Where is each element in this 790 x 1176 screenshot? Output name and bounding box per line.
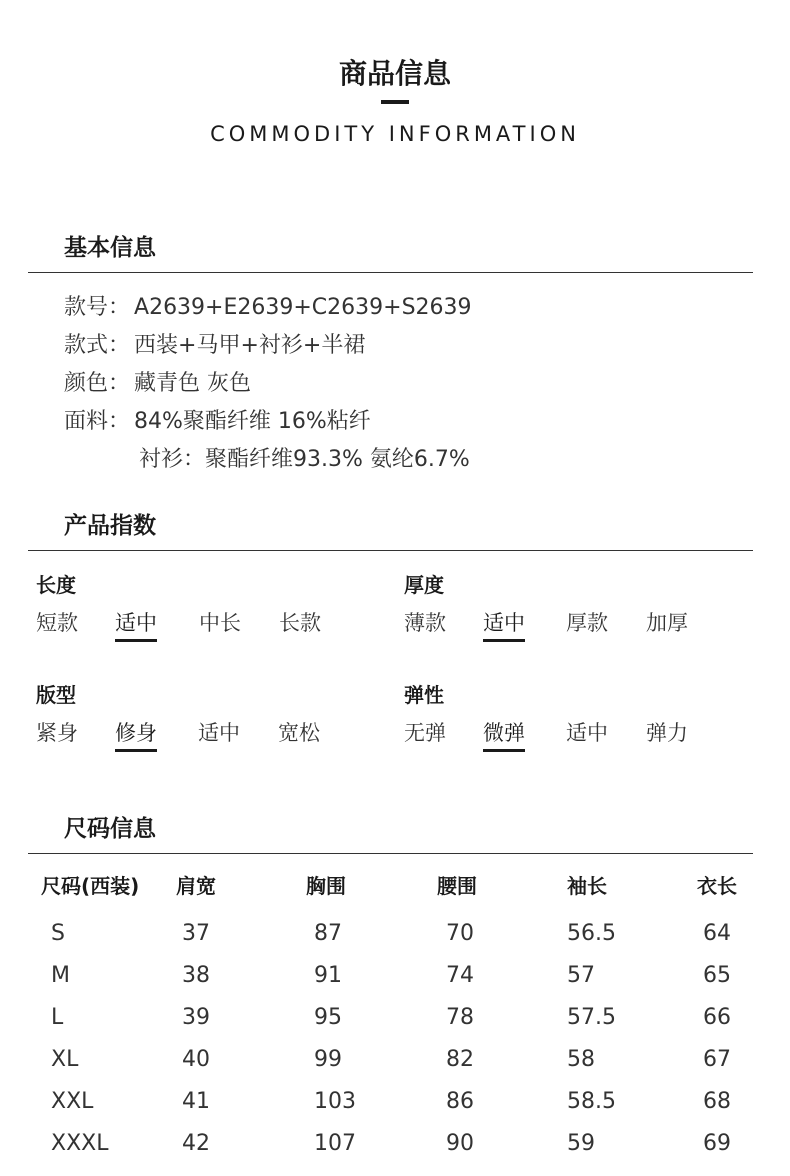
column-header-chest: 胸围	[306, 874, 346, 898]
section-divider	[28, 550, 753, 551]
index-group-title: 版型	[36, 683, 76, 707]
index-option: 厚款	[566, 611, 608, 635]
table-cell: S	[51, 921, 65, 946]
table-cell: 65	[703, 963, 731, 988]
index-group-elasticity	[404, 679, 764, 759]
table-cell: 82	[446, 1047, 474, 1072]
table-cell: 59	[567, 1131, 595, 1156]
table-cell: XL	[51, 1047, 79, 1072]
table-cell: 91	[314, 963, 342, 988]
index-option: 加厚	[646, 611, 688, 635]
index-option: 薄款	[404, 611, 446, 635]
table-cell: 90	[446, 1131, 474, 1156]
table-cell: 86	[446, 1089, 474, 1114]
table-cell: 57.5	[567, 1005, 616, 1030]
section-title-basic-info: 基本信息	[64, 235, 156, 261]
index-group-title: 弹性	[404, 683, 444, 707]
info-label: 款号：	[64, 295, 131, 320]
table-row	[0, 913, 790, 955]
column-header-shoulder: 肩宽	[176, 874, 216, 898]
index-option-selected: 适中	[483, 607, 525, 642]
index-group-length	[36, 569, 396, 649]
table-cell: 56.5	[567, 921, 616, 946]
title-underline-bar	[381, 100, 409, 104]
index-option-selected: 修身	[115, 717, 157, 752]
table-cell: 103	[314, 1089, 356, 1114]
table-cell: 68	[703, 1089, 731, 1114]
index-option: 无弹	[404, 721, 446, 745]
column-header-waist: 腰围	[437, 874, 477, 898]
index-option-selected: 适中	[115, 607, 157, 642]
table-cell: M	[51, 963, 70, 988]
table-cell: 37	[182, 921, 210, 946]
table-cell: 70	[446, 921, 474, 946]
index-option-selected: 微弹	[483, 717, 525, 752]
table-cell: 64	[703, 921, 731, 946]
table-cell: 67	[703, 1047, 731, 1072]
index-option: 适中	[198, 721, 240, 745]
info-row-style	[64, 331, 365, 361]
table-cell: 99	[314, 1047, 342, 1072]
table-cell: 41	[182, 1089, 210, 1114]
index-group-title: 长度	[36, 573, 76, 597]
table-cell: 95	[314, 1005, 342, 1030]
info-row-color	[64, 369, 251, 399]
page-subtitle: COMMODITY INFORMATION	[210, 122, 580, 146]
table-cell: 66	[703, 1005, 731, 1030]
index-option: 适中	[566, 721, 608, 745]
table-row	[0, 1039, 790, 1081]
info-label: 颜色：	[64, 371, 131, 396]
table-cell: 38	[182, 963, 210, 988]
table-cell: 57	[567, 963, 595, 988]
table-cell: 74	[446, 963, 474, 988]
page-title: 商品信息	[338, 57, 451, 90]
index-option: 紧身	[36, 721, 78, 745]
index-option: 短款	[36, 611, 78, 635]
section-divider	[28, 272, 753, 273]
column-header-length: 衣长	[697, 874, 737, 898]
table-cell: 42	[182, 1131, 210, 1156]
info-row-shirt-fabric: 衬衫：聚酯纤维93.3% 氨纶6.7%	[139, 447, 470, 472]
index-group-fit	[36, 679, 396, 759]
table-cell: L	[51, 1005, 64, 1030]
table-row	[0, 1081, 790, 1123]
index-option: 中长	[199, 611, 241, 635]
info-value: 84%聚酯纤维 16%粘纤	[134, 409, 371, 434]
table-cell: XXXL	[51, 1131, 109, 1156]
column-header-sleeve: 袖长	[567, 874, 607, 898]
table-cell: XXL	[51, 1089, 94, 1114]
index-option: 长款	[279, 611, 321, 635]
table-row	[0, 997, 790, 1039]
info-row-fabric	[64, 407, 371, 437]
info-row-style-number	[64, 293, 472, 323]
section-title-product-index: 产品指数	[64, 513, 156, 539]
table-cell: 39	[182, 1005, 210, 1030]
index-option: 宽松	[278, 721, 320, 745]
table-cell: 58.5	[567, 1089, 616, 1114]
table-row	[0, 1123, 790, 1165]
table-cell: 107	[314, 1131, 356, 1156]
section-title-size-info: 尺码信息	[64, 816, 156, 842]
table-cell: 40	[182, 1047, 210, 1072]
info-value: 西装+马甲+衬衫+半裙	[134, 333, 366, 358]
table-cell: 87	[314, 921, 342, 946]
index-group-thickness	[404, 569, 764, 649]
index-group-title: 厚度	[404, 573, 444, 597]
table-cell: 78	[446, 1005, 474, 1030]
info-value: 藏青色 灰色	[134, 371, 252, 396]
table-row	[0, 955, 790, 997]
info-value: A2639+E2639+C2639+S2639	[134, 295, 472, 320]
info-label: 款式：	[64, 333, 131, 358]
info-label: 面料：	[64, 409, 131, 434]
index-option: 弹力	[646, 721, 688, 745]
table-cell: 58	[567, 1047, 595, 1072]
table-cell: 69	[703, 1131, 731, 1156]
column-header-size: 尺码(西装)	[41, 874, 140, 898]
section-divider	[28, 853, 753, 854]
